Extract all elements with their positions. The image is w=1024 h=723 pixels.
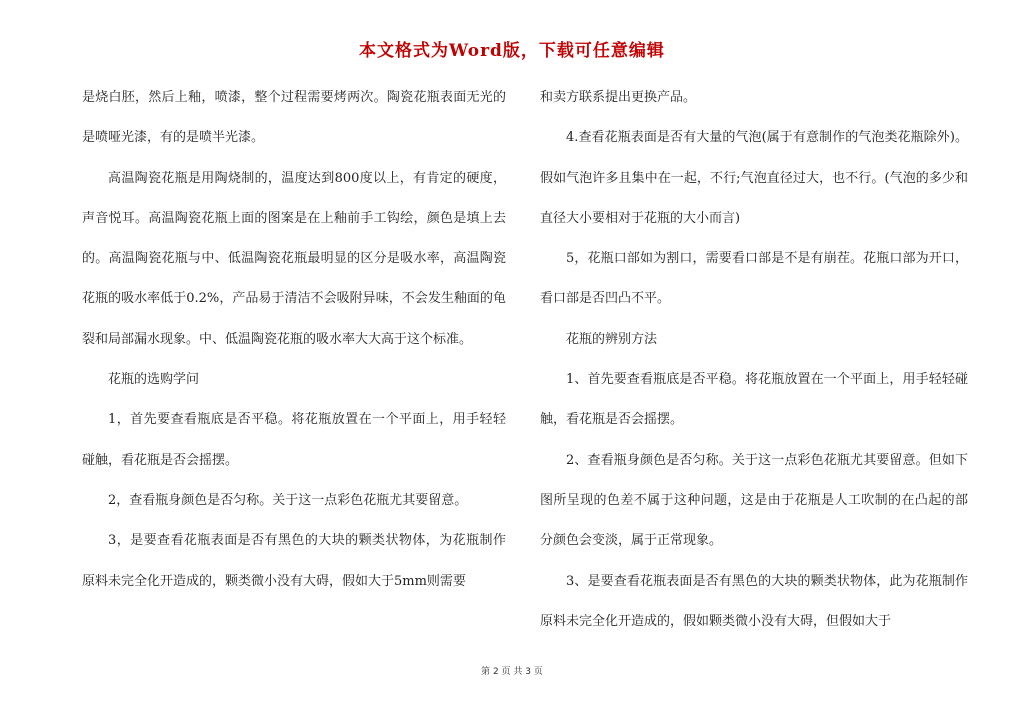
- paragraph: 2，查看瓶身颜色是否匀称。关于这一点彩色花瓶尤其要留意。: [108, 492, 468, 508]
- paragraph: 和卖方联系提出更换产品。: [540, 90, 697, 105]
- paragraph: 5，花瓶口部如为割口，需要看口部是不是有崩茬。花瓶口部为开口，看口部是否凹凸不平。: [540, 251, 968, 307]
- header-banner: 本文格式为Word版，下载可任意编辑: [359, 41, 665, 61]
- paragraph: 是烧白胚，然后上釉，喷漆，整个过程需要烤两次。陶瓷花瓶表面无光的是喷哑光漆，有的是喷半光漆。: [82, 90, 506, 146]
- paragraph: 2、查看瓶身颜色是否匀称。关于这一点彩色花瓶尤其要留意。但如下图所呈现的色差不属于这种问题，这是由于花瓶是人工吹制的在凸起的部分颜色会变淡，属于正常现象。: [540, 452, 968, 549]
- paragraph: 1、首先要查看瓶底是否平稳。将花瓶放置在一个平面上，用手轻轻碰触，看花瓶是否会摇摆。: [540, 372, 968, 428]
- right-column: [540, 78, 968, 642]
- paragraph: 3、是要查看花瓶表面是否有黑色的大块的颗类状物体，此为花瓶制作原料未完全化开造成的，假如颗类微小没有大碍，但假如大于: [540, 573, 968, 629]
- section-heading: 花瓶的选购学问: [108, 372, 200, 388]
- paragraph: 4.查看花瓶表面是否有大量的气泡(属于有意制作的气泡类花瓶除外)。假如气泡许多且集中在一起，不行;气泡直径过大，也不行。(气泡的多少和直径大小要相对于花瓶的大小而言): [540, 130, 968, 226]
- paragraph: 高温陶瓷花瓶是用陶烧制的，温度达到800度以上，有肯定的硬度，声音悦耳。高温陶瓷花瓶上面的图案是在上釉前手工钩绘，颜色是填上去的。高温陶瓷花瓶与中、低温陶瓷花瓶最明显的区分是吸水率，高温陶瓷花瓶的吸水率低于0.2%，产品易于清洁不会吸附异味，不会发生釉面的龟裂和局部漏水现象。中、低温陶瓷花瓶的吸水率大大高于这个标准。: [82, 170, 506, 347]
- left-column: [82, 78, 506, 602]
- paragraph: 3，是要查看花瓶表面是否有黑色的大块的颗类状物体，为花瓶制作原料未完全化开造成的，颗类微小没有大碍，假如大于5mm则需要: [82, 533, 506, 589]
- paragraph: 1，首先要查看瓶底是否平稳。将花瓶放置在一个平面上，用手轻轻碰触，看花瓶是否会摇摆。: [82, 412, 506, 468]
- section-heading: 花瓶的辨别方法: [566, 331, 658, 347]
- page-number-footer: 第 2 页 共 3 页: [481, 667, 543, 677]
